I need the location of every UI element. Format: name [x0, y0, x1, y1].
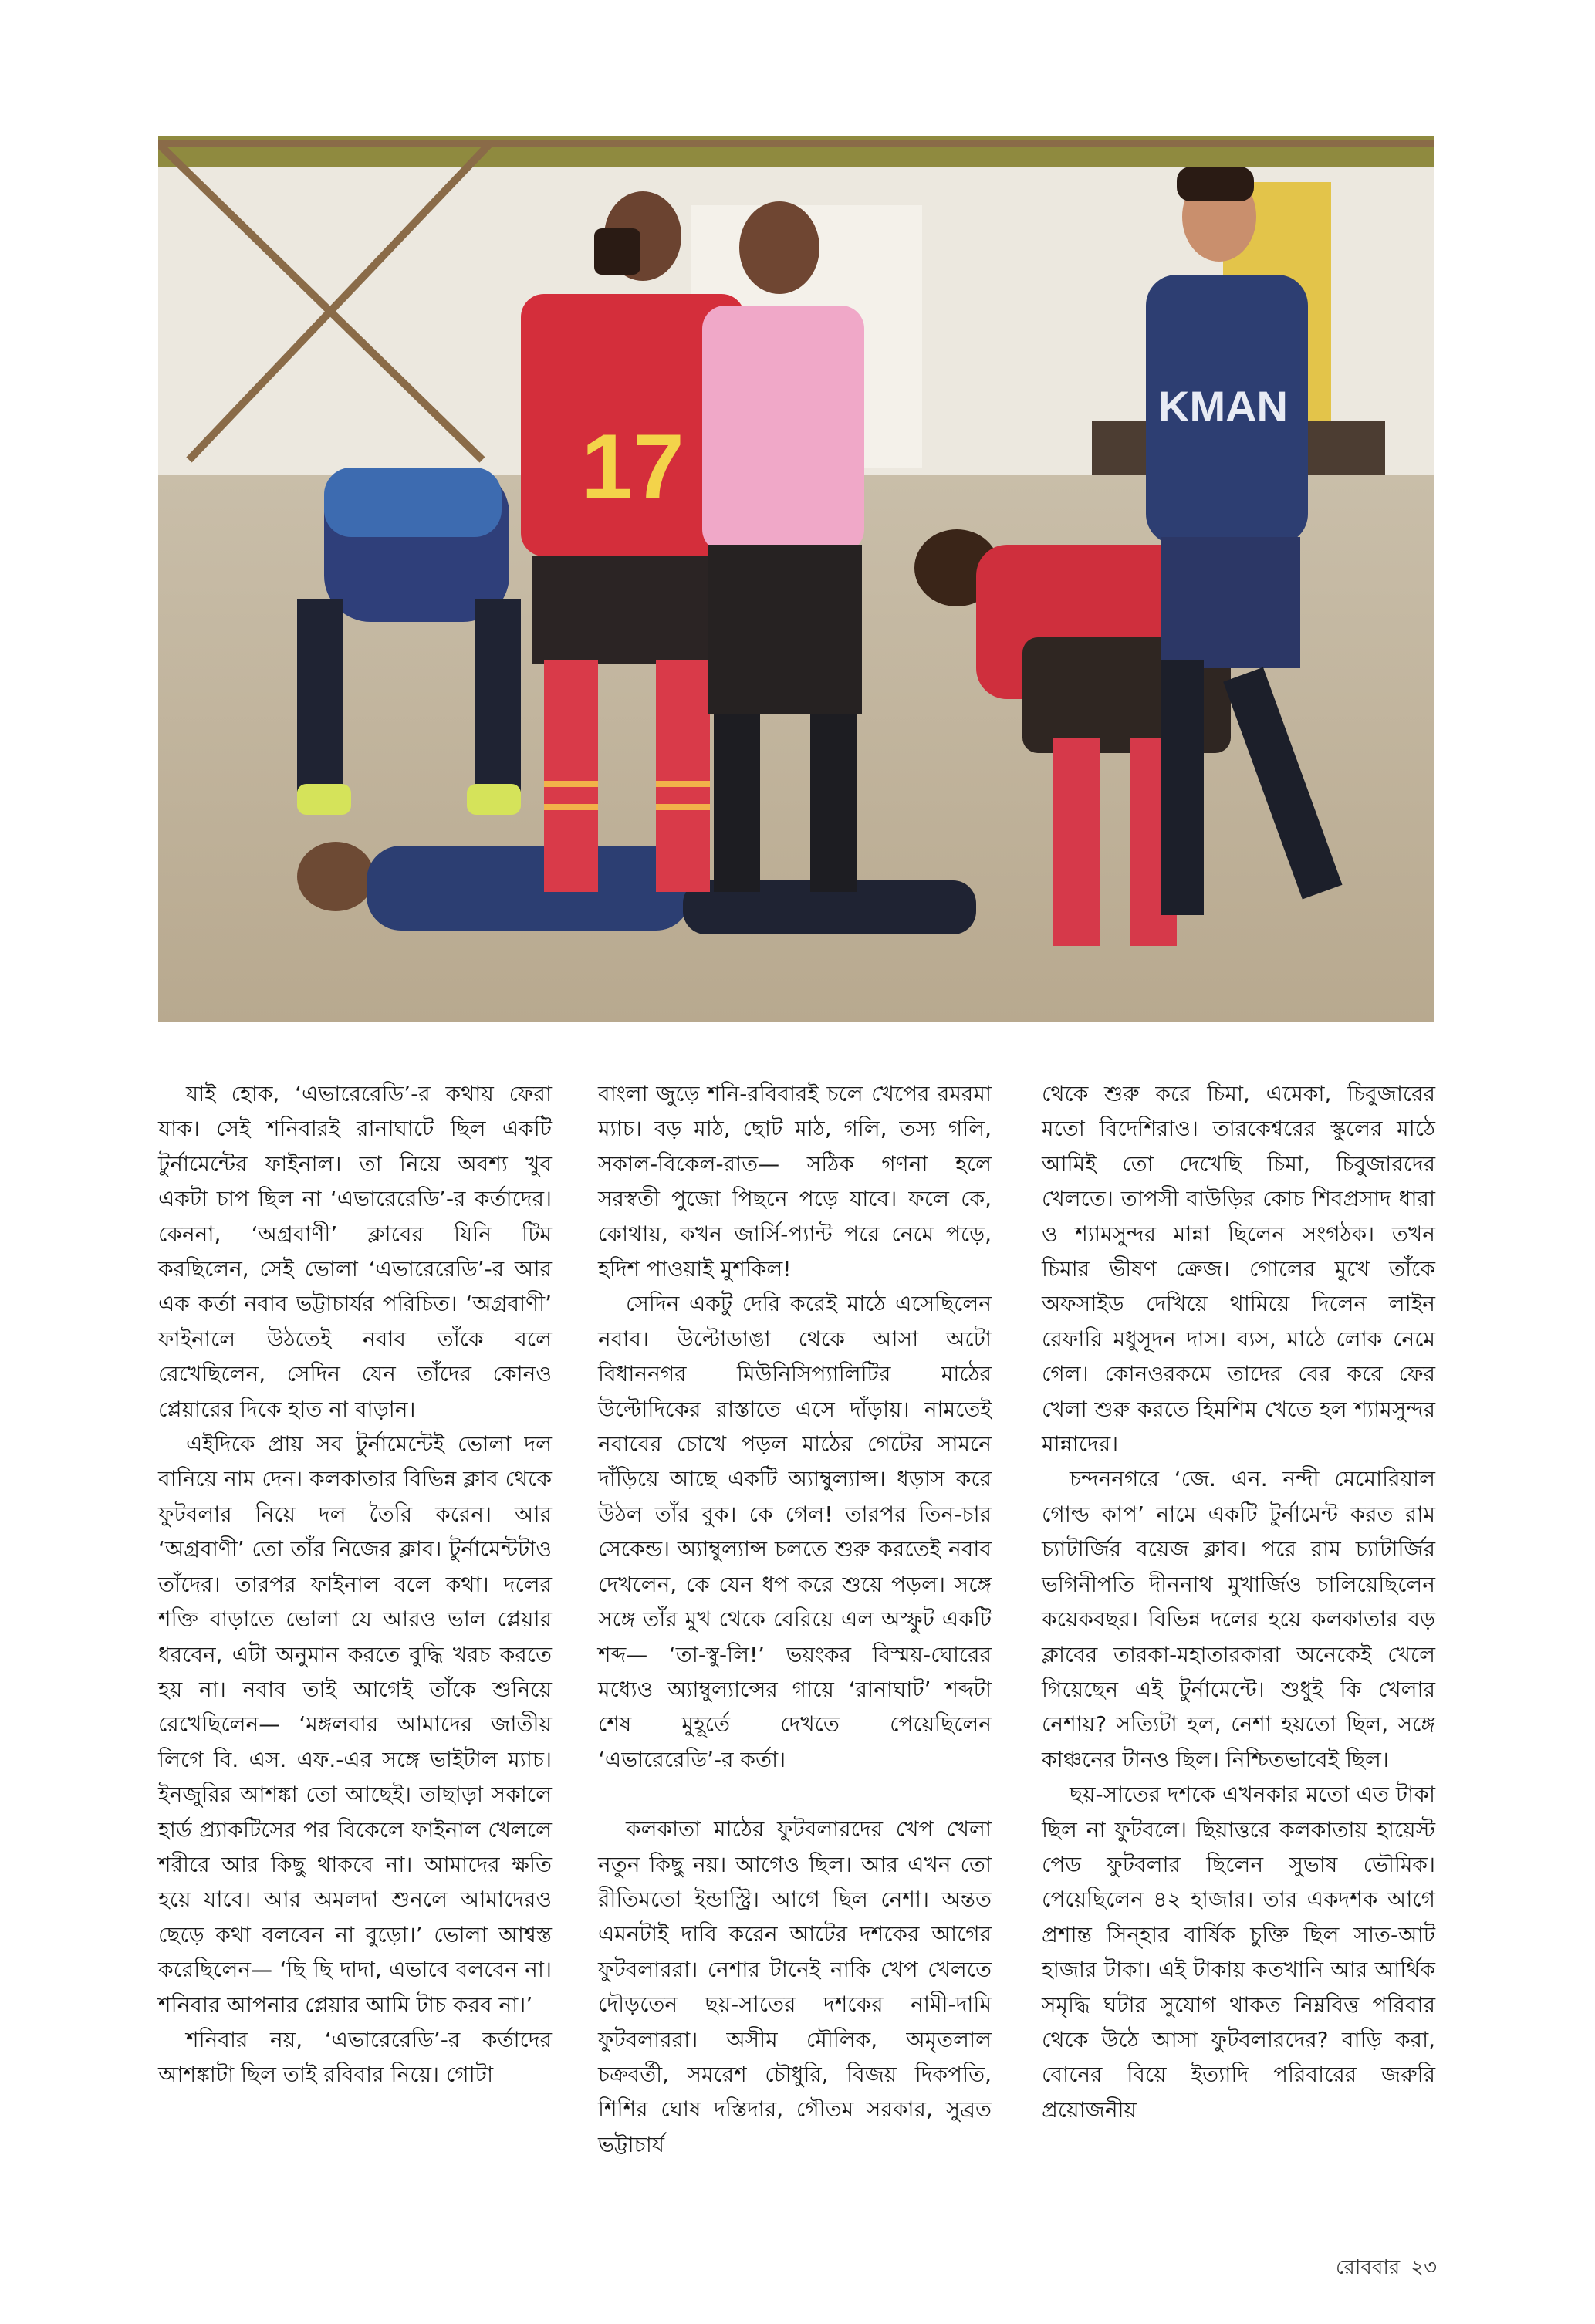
article-column-3: [1042, 1076, 1435, 2127]
paragraph: শনিবার নয়, ‘এভারেরেডি’-র কর্তাদের আশঙ্কাটা ছিল তাই রবিবার নিয়ে। গোটা: [158, 2026, 552, 2088]
article-column-1: [158, 1076, 552, 2093]
shirt-text: KMAN: [1158, 382, 1288, 431]
paragraph: ছয়-সাতের দশকে এখনকার মতো এত টাকা ছিল না ফুটবলে। ছিয়াত্তরে কলকাতায় হায়েস্ট পেড ফুটবলার ছিলেন সুভাষ ভৌমিক। পেয়েছিলেন ৪২ হাজার। তার একদশক আগে প্রশান্ত সিন্‌হার বার্ষিক চুক্তি ছিল সাত-আট হাজার টাকা। এই টাকায় কতখানি আর আর্থিক সমৃদ্ধি ঘটার সুযোগ থাকত নিম্নবিত্ত পরিবার থেকে উঠে আসা ফুটবলারদের? বাড়ি করা, বোনের বিয়ে ইত্যাদি পরিবারের জরুরি প্রয়োজনীয়: [1042, 1782, 1435, 2123]
page-number: ২৩: [1411, 2256, 1437, 2279]
article-photo: [158, 136, 1434, 1022]
paragraph: চন্দননগরে ‘জে. এন. নন্দী মেমোরিয়াল গোল্ড কাপ’ নামে একটি টুর্নামেন্ট করত রাম চ্যাটার্জির বয়েজ ক্লাব। পরে রাম চ্যাটার্জির ভগিনীপতি দীননাথ মুখার্জিও চালিয়েছিলেন কয়েকবছর। বিভিন্ন দলের হয়ে কলকাতার বড় ক্লাবের তারকা-মহাতারকারা অনেকেই খেলে গিয়েছেন এই টুর্নামেন্টে। শুধুই কি খেলার নেশায়? সত্যিটা হল, নেশা হয়তো ছিল, সঙ্গে কাঞ্চনের টানও ছিল। নিশ্চিতভাবেই ছিল।: [1042, 1466, 1435, 1772]
paragraph: বাংলা জুড়ে শনি-রবিবারই চলে খেপের রমরমা ম্যাচ। বড় মাঠ, ছোট মাঠ, গলি, তস্য গলি, সকাল-বিকেল-রাত— সঠিক গণনা হলে সরস্বতী পুজো পিছনে পড়ে যাবে। ফলে কে, কোথায়, কখন জার্সি-প্যান্ট পরে নেমে পড়ে, হদিশ পাওয়াই মুশকিল!: [598, 1081, 992, 1282]
article-column-2: [598, 1076, 992, 2162]
paragraph: থেকে শুরু করে চিমা, এমেকা, চিবুজারের মতো বিদেশিরাও। তারকেশ্বরের স্কুলের মাঠে আমিই তো দেখেছি চিমা, চিবুজারদের খেলতে। তাপসী বাউড়ির কোচ শিবপ্রসাদ ধারা ও শ্যামসুন্দর মান্না ছিলেন সংগঠক। তখন চিমার ভীষণ ক্রেজ। গোলের মুখে তাঁকে অফসাইড দেখিয়ে থামিয়ে দিলেন লাইন রেফারি মধুসূদন দাস। ব্যস, মাঠে লোক নেমে গেল। কোনওরকমে তাদের বের করে ফের খেলা শুরু করতে হিমশিম খেতে হল শ্যামসুন্দর মান্নাদের।: [1042, 1081, 1435, 1458]
paragraph: যাই হোক, ‘এভারেরেডি’-র কথায় ফেরা যাক। সেই শনিবারই রানাঘাটে ছিল একটি টুর্নামেন্টের ফাইনাল। তা নিয়ে অবশ্য খুব একটা চাপ ছিল না ‘এভারেরেডি’-র কর্তাদের। কেননা, ‘অগ্রবাণী’ ক্লাবের যিনি টিম করছিলেন, সেই ভোলা ‘এভারেরেডি’-র আর এক কর্তা নবাব ভট্টাচার্যর পরিচিত। ‘অগ্রবাণী’ ফাইনালে উঠতেই নবাব তাঁকে বলে রেখেছিলেন, সেদিন যেন তাঁদের কোনও প্লেয়ারের দিকে হাত না বাড়ান।: [158, 1081, 552, 1422]
paragraph: এইদিকে প্রায় সব টুর্নামেন্টেই ভোলা দল বানিয়ে নাম দেন। কলকাতার বিভিন্ন ক্লাব থেকে ফুটবলার নিয়ে দল তৈরি করেন। আর ‘অগ্রবাণী’ তো তাঁর নিজের ক্লাব। টুর্নামেন্টটাও তাঁদের। তারপর ফাইনাল বলে কথা। দলের শক্তি বাড়াতে ভোলা যে আরও ভাল প্লেয়ার ধরবেন, এটা অনুমান করতে বুদ্ধি খরচ করতে হয় না। নবাব তাই আগেই তাঁকে শুনিয়ে রেখেছিলেন— ‘মঙ্গলবার আমাদের জাতীয় লিগে বি. এস. এফ.-এর সঙ্গে ভাইটাল ম্যাচ। ইনজুরির আশঙ্কা তো আছেই। তাছাড়া সকালে হার্ড প্র্যাকটিসের পর বিকেলে ফাইনাল খেললে শরীরে আর কিছু থাকবে না। আমাদের ক্ষতি হয়ে যাবে। আর অমলদা শুনলে আমাদেরও ছেড়ে কথা বলবেন না বুড়ো।’ ভোলা আশ্বস্ত করেছিলেন— ‘ছি ছি দাদা, এভাবে বলবেন না। শনিবার আপনার প্লেয়ার আমি টাচ করব না।’: [158, 1431, 552, 2018]
paragraph: সেদিন একটু দেরি করেই মাঠে এসেছিলেন নবাব। উল্টোডাঙা থেকে আসা অটো বিধাননগর মিউনিসিপ্যালিটির মাঠের উল্টোদিকের রাস্তাতে এসে দাঁড়ায়। নামতেই নবাবের চোখে পড়ল মাঠের গেটের সামনে দাঁড়িয়ে আছে একটি অ্যাম্বুল্যান্স। ধড়াস করে উঠল তাঁর বুক। কে গেল! তারপর তিন-চার সেকেন্ড। অ্যাম্বুল্যান্স চলতে শুরু করতেই নবাব দেখলেন, কে যেন ধপ করে শুয়ে পড়ল। সঙ্গে সঙ্গে তাঁর মুখ থেকে বেরিয়ে এল অস্ফুট একটি শব্দ— ‘তা-স্বু-লি!’ ভয়ংকর বিস্ময়-ঘোরের মধ্যেও অ্যাম্বুল্যান্সের গায়ে ‘রানাঘাট’ শব্দটা শেষ মুহূর্তে দেখতে পেয়েছিলেন ‘এভারেরেডি’-র কর্তা।: [598, 1291, 992, 1772]
publication-name: রোববার: [1336, 2256, 1401, 2279]
jersey-number: 17: [581, 415, 684, 519]
paragraph: কলকাতা মাঠের ফুটবলারদের খেপ খেলা নতুন কিছু নয়। আগেও ছিল। আর এখন তো রীতিমতো ইন্ডাস্ট্রি। আগে ছিল নেশা। অন্তত এমনটাই দাবি করেন আটের দশকের আগের ফুটবলাররা। নেশার টানেই নাকি খেপ খেলতে দৌড়তেন ছয়-সাতের দশকের নামী-দামি ফুটবলাররা। অসীম মৌলিক, অমৃতলাল চক্রবর্তী, সমরেশ চৌধুরি, বিজয় দিকপতি, শিশির ঘোষ দস্তিদার, গৌতম সরকার, সুব্রত ভট্টাচার্য: [598, 1816, 992, 2157]
page-footer: [1325, 2251, 1437, 2285]
football-injury-photo: [158, 136, 1434, 1022]
